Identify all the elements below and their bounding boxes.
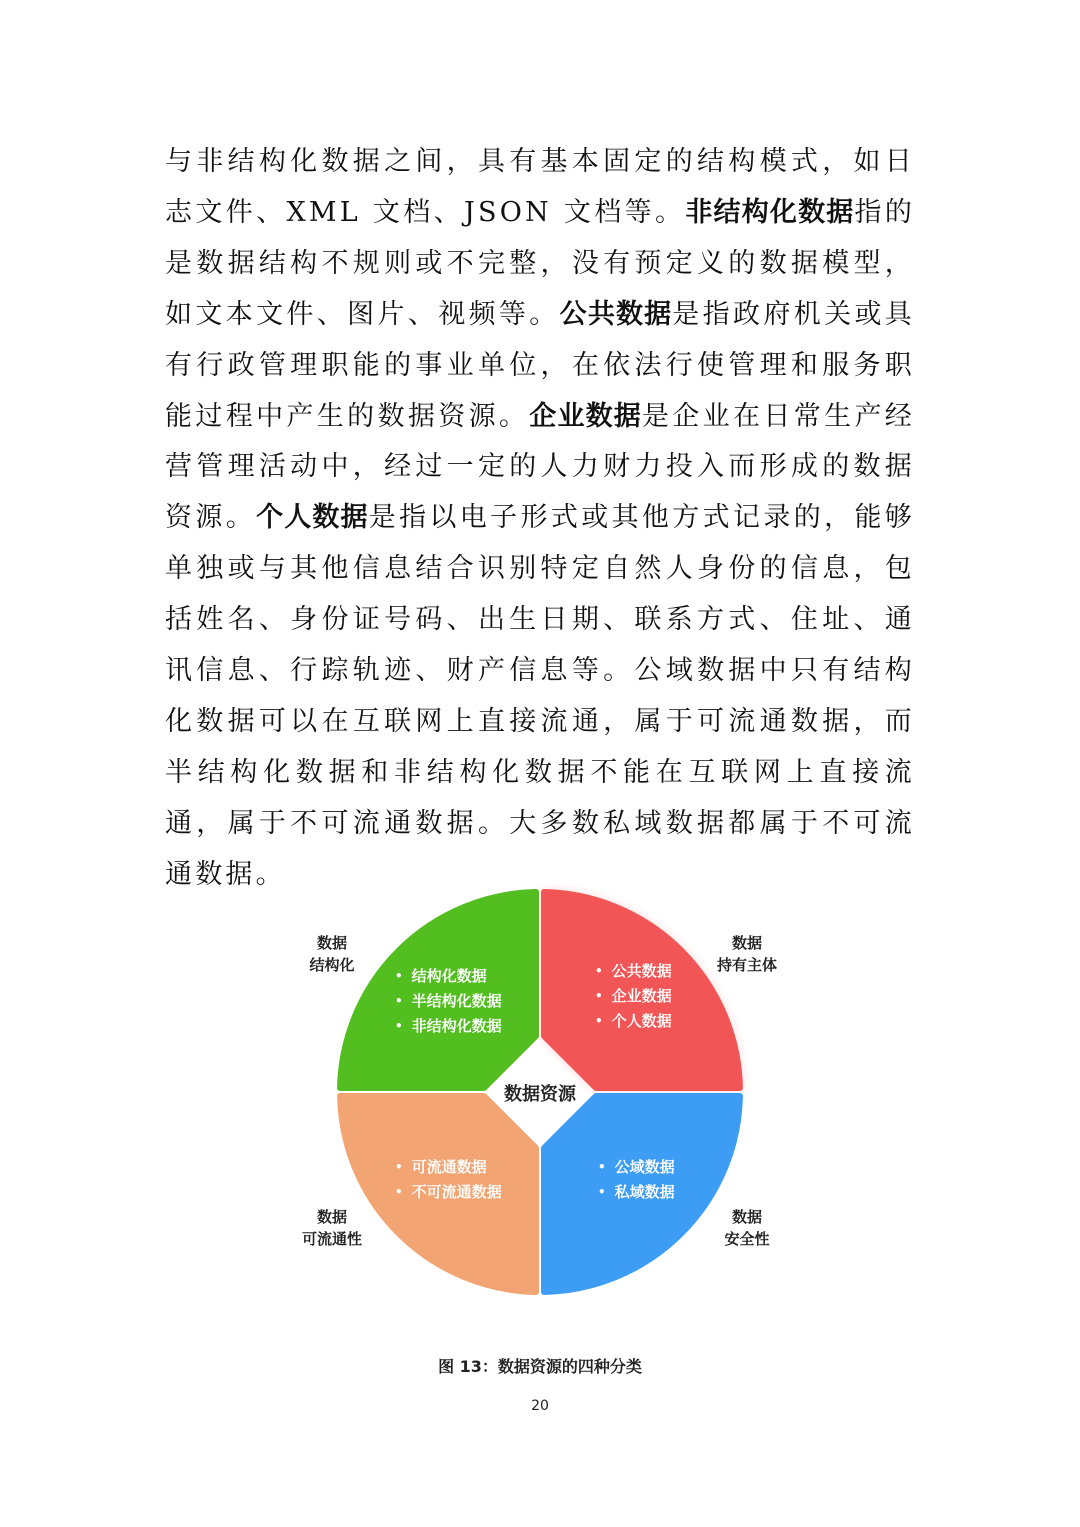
page-number: 20 — [531, 1398, 549, 1414]
label-security-line2: 安全性 — [724, 1230, 770, 1248]
security-items — [598, 1155, 675, 1205]
label-security-line1: 数据 — [731, 1208, 762, 1226]
bold-term: 企业数据 — [529, 400, 642, 432]
label-structure-line1: 数据 — [316, 934, 347, 952]
label-circulation-line2: 可流通性 — [301, 1230, 362, 1248]
label-holder-line1: 数据 — [731, 934, 762, 952]
label-structure — [287, 932, 377, 976]
body-text-run: 是指政府机关或具有行政管理职能的事业单位，在依法行使管理和服务职能过程中产生的数据资源。 — [165, 298, 915, 432]
body-text-run: 指的是数据结构不规则或不完整，没有预定义的数据模型，如文本文件、图片、视频等。 — [165, 196, 916, 330]
item-personal: • 个人数据 — [595, 1009, 672, 1034]
item-enterprise: • 企业数据 — [595, 984, 672, 1009]
body-text-run: 与非结构化数据之间，具有基本固定的结构模式，如日志文件、XML 文档、JSON 文档等。 — [165, 146, 915, 228]
holder-items — [595, 959, 672, 1034]
circulation-items — [395, 1155, 502, 1205]
label-holder — [702, 932, 792, 976]
figure-caption: 图 13：数据资源的四种分类 — [438, 1357, 642, 1376]
item-public: • 公共数据 — [595, 959, 672, 984]
item-unstructured: • 非结构化数据 — [395, 1014, 502, 1039]
label-security — [702, 1206, 792, 1250]
body-text-run: 是指以电子形式或其他方式记录的，能够单独或与其他信息结合识别特定自然人身份的信息，包括姓名、身份证号码、出生日期、联系方式、住址、通讯信息、行踪轨迹、财产信息等。公域数据中只有结构化数据可以在互联网上直接流通，属于可流通数据，而半结构化数据和非结构化数据不能在互联网上直接流通，属于不可流通数据。大多数私域数据都属于不可流通数据。 — [165, 502, 915, 890]
label-circulation-line1: 数据 — [316, 1208, 347, 1226]
label-structure-line2: 结构化 — [309, 956, 355, 974]
item-circulable: • 可流通数据 — [395, 1155, 502, 1180]
item-non-circulable: • 不可流通数据 — [395, 1180, 502, 1205]
label-holder-line2: 持有主体 — [716, 956, 777, 974]
bold-term: 个人数据 — [256, 502, 369, 534]
data-resource-diagram — [290, 885, 790, 1305]
center-label: 数据资源 — [504, 1084, 576, 1105]
item-semi-structured: • 半结构化数据 — [395, 989, 502, 1014]
item-public-domain: • 公域数据 — [598, 1155, 675, 1180]
body-paragraph — [165, 137, 915, 901]
bold-term: 公共数据 — [559, 298, 673, 330]
label-circulation — [287, 1206, 377, 1250]
body-text-run: 是企业在日常生产经营管理活动中，经过一定的人力财力投入而形成的数据资源。 — [165, 400, 915, 534]
structure-items — [395, 964, 502, 1039]
item-structured: • 结构化数据 — [395, 964, 502, 989]
item-private-domain: • 私域数据 — [598, 1180, 675, 1205]
bold-term: 非结构化数据 — [685, 196, 855, 228]
